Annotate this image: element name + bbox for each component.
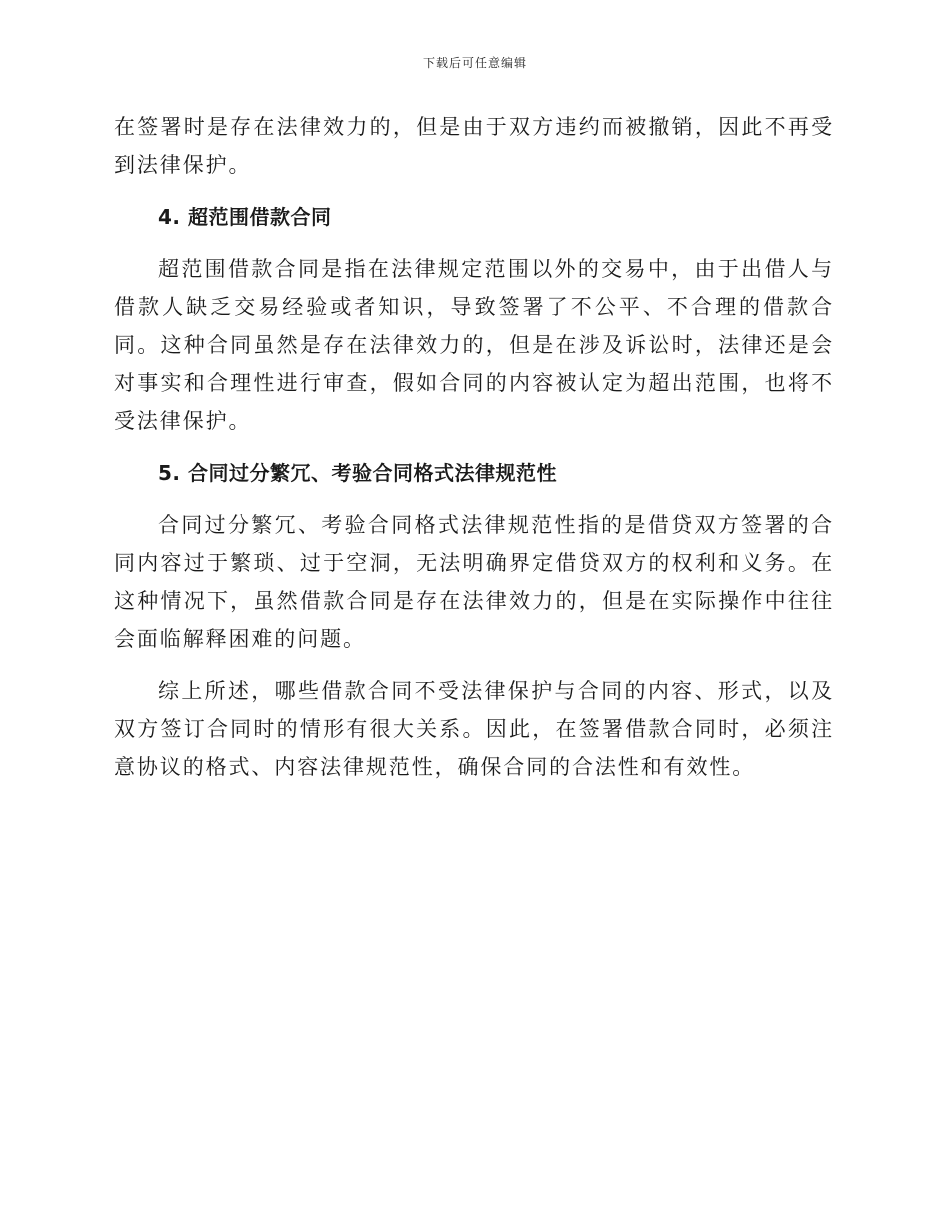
- paragraph-section-5: 合同过分繁冗、考验合同格式法律规范性指的是借贷双方签署的合同内容过于繁琐、过于空洞，无法明确界定借贷双方的权利和义务。在这种情况下，虽然借款合同是存在法律效力的，但是在实际操作中往往会面临解释困难的问题。: [114, 513, 834, 651]
- section-heading-5: 5. 合同过分繁冗、考验合同格式法律规范性: [158, 461, 557, 485]
- paragraph-continued: 在签署时是存在法律效力的，但是由于双方违约而被撤销，因此不再受到法律保护。: [114, 115, 834, 177]
- header-note: 下载后可任意编辑: [422, 56, 527, 70]
- paragraph-section-4: 超范围借款合同是指在法律规定范围以外的交易中，由于出借人与借款人缺乏交易经验或者知识，导致签署了不公平、不合理的借款合同。这种合同虽然是存在法律效力的，但是在涉及诉讼时，法律还是会对事实和合理性进行审查，假如合同的内容被认定为超出范围，也将不受法律保护。: [114, 257, 834, 433]
- paragraph-conclusion: 综上所述，哪些借款合同不受法律保护与合同的内容、形式，以及双方签订合同时的情形有很大关系。因此，在签署借款合同时，必须注意协议的格式、内容法律规范性，确保合同的合法性和有效性。: [114, 679, 834, 779]
- section-heading-4: 4. 超范围借款合同: [158, 205, 332, 229]
- document-body: [114, 108, 834, 800]
